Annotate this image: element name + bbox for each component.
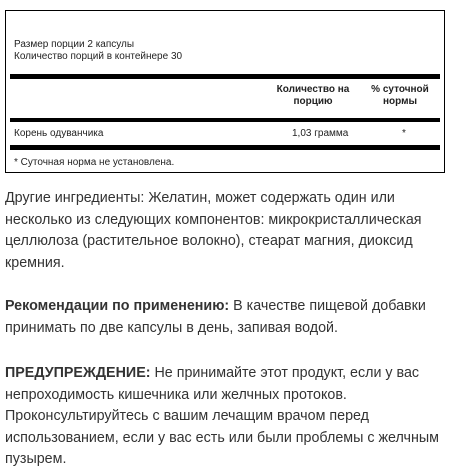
column-header-dv-line1: % суточной bbox=[371, 84, 429, 95]
column-header-amount-line1: Количество на bbox=[276, 84, 350, 95]
warning-paragraph bbox=[5, 363, 445, 471]
serving-info bbox=[14, 39, 182, 63]
column-header-amount bbox=[270, 84, 356, 108]
column-header-amount-line2: порцию bbox=[293, 96, 333, 107]
usage-heading: Рекомендации по применению: bbox=[5, 298, 230, 314]
divider-bottom bbox=[10, 145, 440, 150]
divider-top bbox=[10, 74, 440, 79]
column-header-daily-value bbox=[364, 84, 436, 108]
ingredient-amount: 1,03 грамма bbox=[292, 128, 349, 139]
usage-text: В качестве пищевой добавки принимать по две капсулы в день, запивая водой. bbox=[5, 298, 426, 336]
divider-middle bbox=[10, 118, 440, 122]
serving-size: Размер порции 2 капсулы bbox=[14, 39, 135, 50]
ingredients-text: Другие ингредиенты: Желатин, может содержать один или несколько из следующих компонентов: микрокристаллическая целлюлоза (растительное волокно), стеарат магния, диоксид кремния. bbox=[5, 190, 422, 271]
warning-heading: ПРЕДУПРЕЖДЕНИЕ: bbox=[5, 365, 151, 381]
supplement-facts-panel bbox=[5, 10, 445, 173]
ingredient-daily-value: * bbox=[402, 128, 406, 139]
column-header-dv-line2: нормы bbox=[382, 96, 418, 107]
ingredient-name: Корень одуванчика bbox=[14, 128, 104, 139]
ingredients-paragraph bbox=[5, 188, 445, 274]
servings-per-container: Количество порций в контейнере 30 bbox=[14, 51, 183, 62]
warning-text: Не принимайте этот продукт, если у вас непроходимость кишечника или желчных протоков. Проконсультируйтесь с вашим лечащим врачом перед использованием, если у вас есть или были проблемы с желчным пузырем. bbox=[5, 365, 439, 467]
footnote: * Суточная норма не установлена. bbox=[14, 157, 175, 168]
usage-paragraph bbox=[5, 296, 445, 339]
